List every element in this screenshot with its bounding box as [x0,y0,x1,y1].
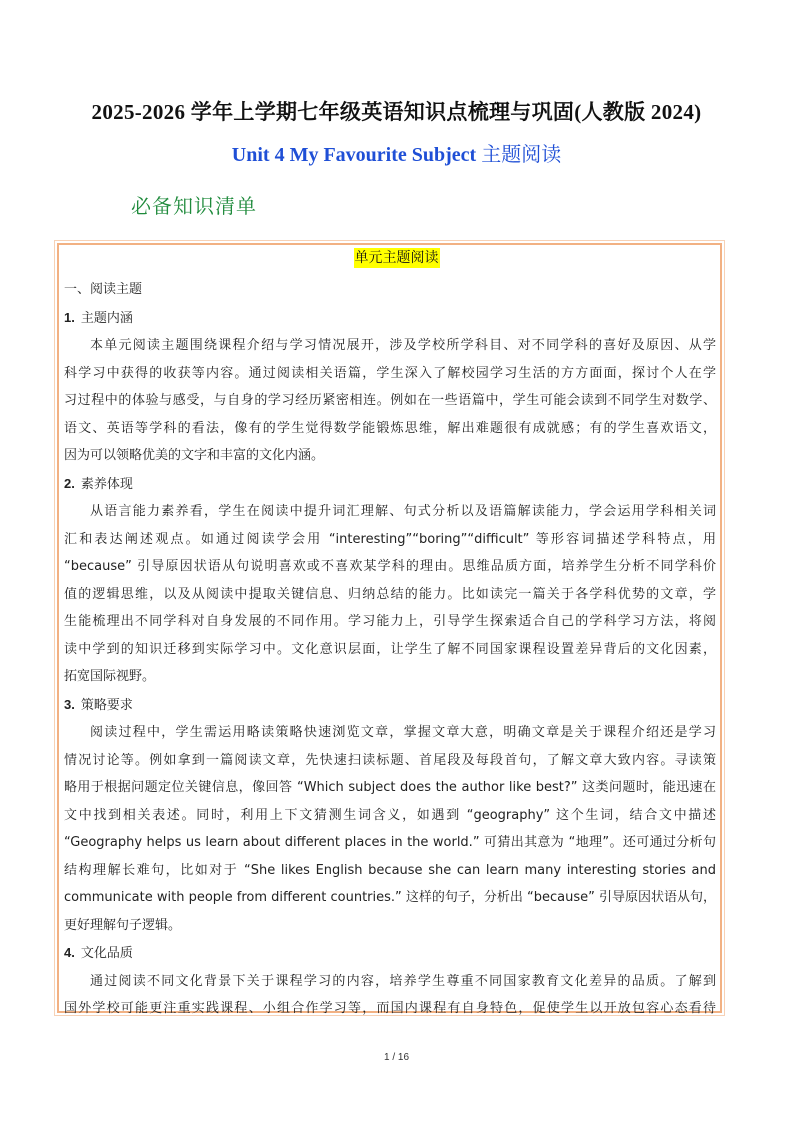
section-heading-2 [64,470,716,499]
paragraph-line: 因为可以领略优美的文字和丰富的文化内涵。 [64,448,325,463]
part-heading: 一、阅读主题 [64,282,143,297]
paragraph-line: 从语言能力素养看，学生在阅读中提升词汇理解、句式分析以及语篇解读能力，学会运用学科相关词 [90,504,716,519]
paragraph-line: 生能梳理出不同学科对自身发展的不同作用。学习能力上，引导学生探索适合自己的学科学习方法，将阅 [64,614,716,629]
paragraph-line: 科学习中获得的收获等内容。通过阅读相关语篇，学生深入了解校园学习生活的方方面面，探讨个人在学 [64,365,716,381]
paragraph-line: “because” 引导原因状语从句说明喜欢或不喜欢某学科的理由。思维品质方面，培养学生分析不同学科价 [64,559,716,574]
paragraph-line: 读中学到的知识迁移到实际学习中。文化意识层面，让学生了解不同国家课程设置差异背后的文化因素， [64,641,716,657]
section-title: 素养体现 [80,476,133,492]
section-title: 策略要求 [80,697,133,713]
section-number: 3. [64,696,75,712]
section-title: 主题内涵 [80,310,133,326]
paragraph-line: 汇和表达阐述观点。如通过阅读学会用 “interesting”“boring”“difficult” 等形容词描述学科特点，用 [64,531,716,547]
document-title: 2025-2026 学年上学期七年级英语知识点梳理与巩固(人教版 2024) [91,100,702,124]
paragraph-line: 国外学校可能更注重实践课程、小组合作学习等，而国内课程有自身特色，促使学生以开放包容心态看待 [64,1001,716,1016]
paragraph-line: 本单元阅读主题围绕课程介绍与学习情况展开，涉及学校所学科目、对不同学科的喜好及原因、从学 [90,338,716,353]
section-title: 文化品质 [80,946,133,961]
box-content [64,276,716,1023]
page-number: 1 / 16 [383,1052,410,1063]
box-title: 单元主题阅读 [354,250,439,266]
paragraph-line: 阅读过程中，学生需运用略读策略快速浏览文章，掌握文章大意，明确文章是关于课程介绍还是学习 [90,725,716,740]
paragraph-line: 情况讨论等。例如拿到一篇阅读文章，先快速扫读标题、首尾段及每段首句，了解文章大致内容。寻读策 [64,752,716,768]
section-heading-1 [64,304,716,333]
paragraph-line: communicate with people from different countries.” 这样的句子，分析出 “because” 引导原因状语从句， [64,890,716,905]
paragraph-line: 更好理解句子逻辑。 [64,917,182,933]
paragraph-line: 值的逻辑思维，以及从阅读中提取关键信息、归纳总结的能力。比如读完一篇关于各学科优势的文章，学 [64,586,716,602]
paragraph-line: 语文、英语等学科的看法，像有的学生觉得数学能锻炼思维，解出难题很有成就感；有的学生喜欢语文， [64,420,716,436]
paragraph-line: 通过阅读不同文化背景下关于课程学习的内容，培养学生尊重不同国家教育文化差异的品质。了解到 [90,973,716,989]
section-number: 1. [64,309,75,325]
section-heading-3 [64,691,716,720]
paragraph-line: 略用于根据问题定位关键信息，像回答 “Which subject does the author like best?” 这类问题时，能迅速在 [64,780,716,795]
subtitle-chinese: 主题阅读 [481,144,562,166]
paragraph-line: 结构理解长难句，比如对于 “She likes English because she can learn many interesting stories and [64,862,716,878]
box-title-wrap [0,247,793,268]
section-heading: 必备知识清单 [131,194,257,218]
paragraph-line: 文中找到相关表述。同时，利用上下文猜测生词含义，如遇到 “geography” 这个生词，结合文中描述 [64,807,716,823]
section-heading-4 [64,939,716,968]
paragraph-line: 拓宽国际视野。 [64,669,156,684]
section-number: 4. [64,945,75,960]
document-subtitle [0,138,793,167]
subtitle-english: Unit 4 My Favourite Subject [231,144,477,166]
section-number: 2. [64,475,75,491]
paragraph-line: 习过程中的体验与感受，与自身的学习经历紧密相连。例如在一些语篇中，学生可能会读到不同学生对数学、 [64,393,716,408]
paragraph-line: “Geography helps us learn about different places in the world.” 可猜出其意为 “地理”。还可通过分析句 [64,835,716,850]
